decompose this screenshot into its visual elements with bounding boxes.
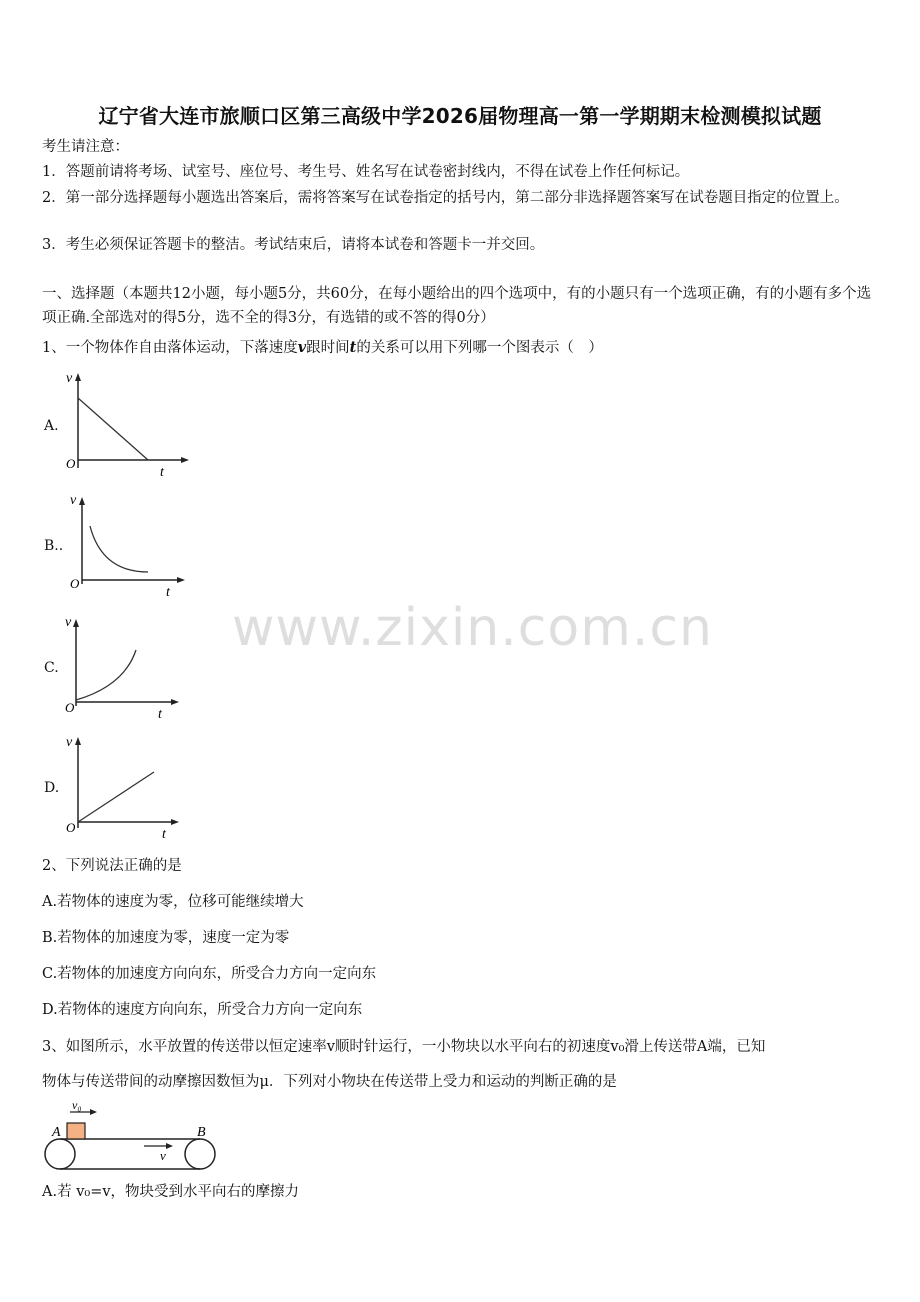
q2-option-c: C.若物体的加速度方向向东，所受合力方向一定向东 — [42, 966, 377, 982]
page-title: 辽宁省大连市旅顺口区第三高级中学2026届物理高一第一学期期末检测模拟试题 — [98, 104, 822, 128]
graph-d-t-label: t — [162, 827, 166, 842]
v0-label: v₀ — [72, 1098, 82, 1112]
question-3-stem-line1: 3、如图所示，水平放置的传送带以恒定速率v顺时针运行，一小物块以水平向右的初速度v₀滑上传送带A端，已知 — [42, 1039, 766, 1055]
graph-d-curve — [78, 772, 154, 822]
label-b: B — [197, 1125, 206, 1140]
graph-c-v-label: v — [65, 615, 72, 630]
graph-c-origin: O — [65, 700, 75, 715]
graph-a-t-label: t — [160, 465, 164, 480]
section-heading: 一、选择题（本题共12小题，每小题5分，共60分，在每小题给出的四个选项中，有的小题只有一个选项正确，有的小题有多个选项正确.全部选对的得5分，选不全的得3分，有选错的或不答的得0分） — [42, 286, 872, 326]
graph-b-v-label: v — [70, 493, 77, 508]
graph-c — [62, 614, 202, 726]
question-3-stem-line2: 物体与传送带间的动摩擦因数恒为μ．下列对小物块在传送带上受力和运动的判断正确的是 — [42, 1074, 617, 1090]
q3-option-a: A.若 v₀=v，物块受到水平向右的摩擦力 — [42, 1184, 300, 1200]
conveyor-belt-figure — [40, 1098, 230, 1174]
notice-item-2: 2．第一部分选择题每小题选出答案后，需将答案写在试卷指定的括号内，第二部分非选择题答案写在试卷题目指定的位置上。 — [42, 190, 849, 206]
q1-option-a-label: A. — [44, 418, 59, 434]
q1-option-b-label: B.. — [44, 538, 64, 554]
q2-option-b: B.若物体的加速度为零，速度一定为零 — [42, 930, 290, 946]
graph-d-origin: O — [66, 820, 76, 835]
notice-item-1: 1．答题前请将考场、试室号、座位号、考生号、姓名写在试卷密封线内，不得在试卷上作任何标记。 — [42, 164, 690, 180]
graph-c-curve — [76, 650, 136, 700]
graph-b-origin: O — [70, 576, 80, 591]
q1-option-d-label: D. — [44, 780, 60, 796]
label-a: A — [52, 1125, 61, 1140]
graph-d-v-label: v — [66, 735, 73, 750]
graph-a-origin: O — [66, 456, 76, 471]
belt-v-label: v — [160, 1148, 166, 1163]
q1-option-c-label: C. — [44, 660, 59, 676]
q2-option-d: D.若物体的速度方向向东，所受合力方向一定向东 — [42, 1002, 363, 1018]
graph-b-curve — [90, 526, 148, 572]
graph-d — [62, 732, 202, 844]
graph-c-t-label: t — [158, 707, 162, 722]
small-block — [67, 1123, 85, 1139]
notice-heading: 考生请注意： — [42, 139, 129, 155]
question-2-stem: 2、下列说法正确的是 — [42, 858, 182, 874]
q2-option-a: A.若物体的速度为零，位移可能继续增大 — [42, 894, 304, 910]
graph-a — [62, 368, 202, 480]
watermark: www.zixin.com.cn — [232, 598, 713, 658]
notice-item-3: 3．考生必须保证答题卡的整洁。考试结束后，请将本试卷和答题卡一并交回。 — [42, 237, 545, 253]
right-roller — [185, 1139, 215, 1169]
question-1-stem: 1、一个物体作自由落体运动，下落速度v跟时间t的关系可以用下列哪一个图表示（ ） — [42, 339, 603, 356]
graph-a-v-label: v — [66, 371, 73, 386]
graph-b — [62, 492, 202, 604]
graph-b-t-label: t — [166, 585, 170, 600]
left-roller — [45, 1139, 75, 1169]
graph-a-curve — [78, 398, 148, 460]
